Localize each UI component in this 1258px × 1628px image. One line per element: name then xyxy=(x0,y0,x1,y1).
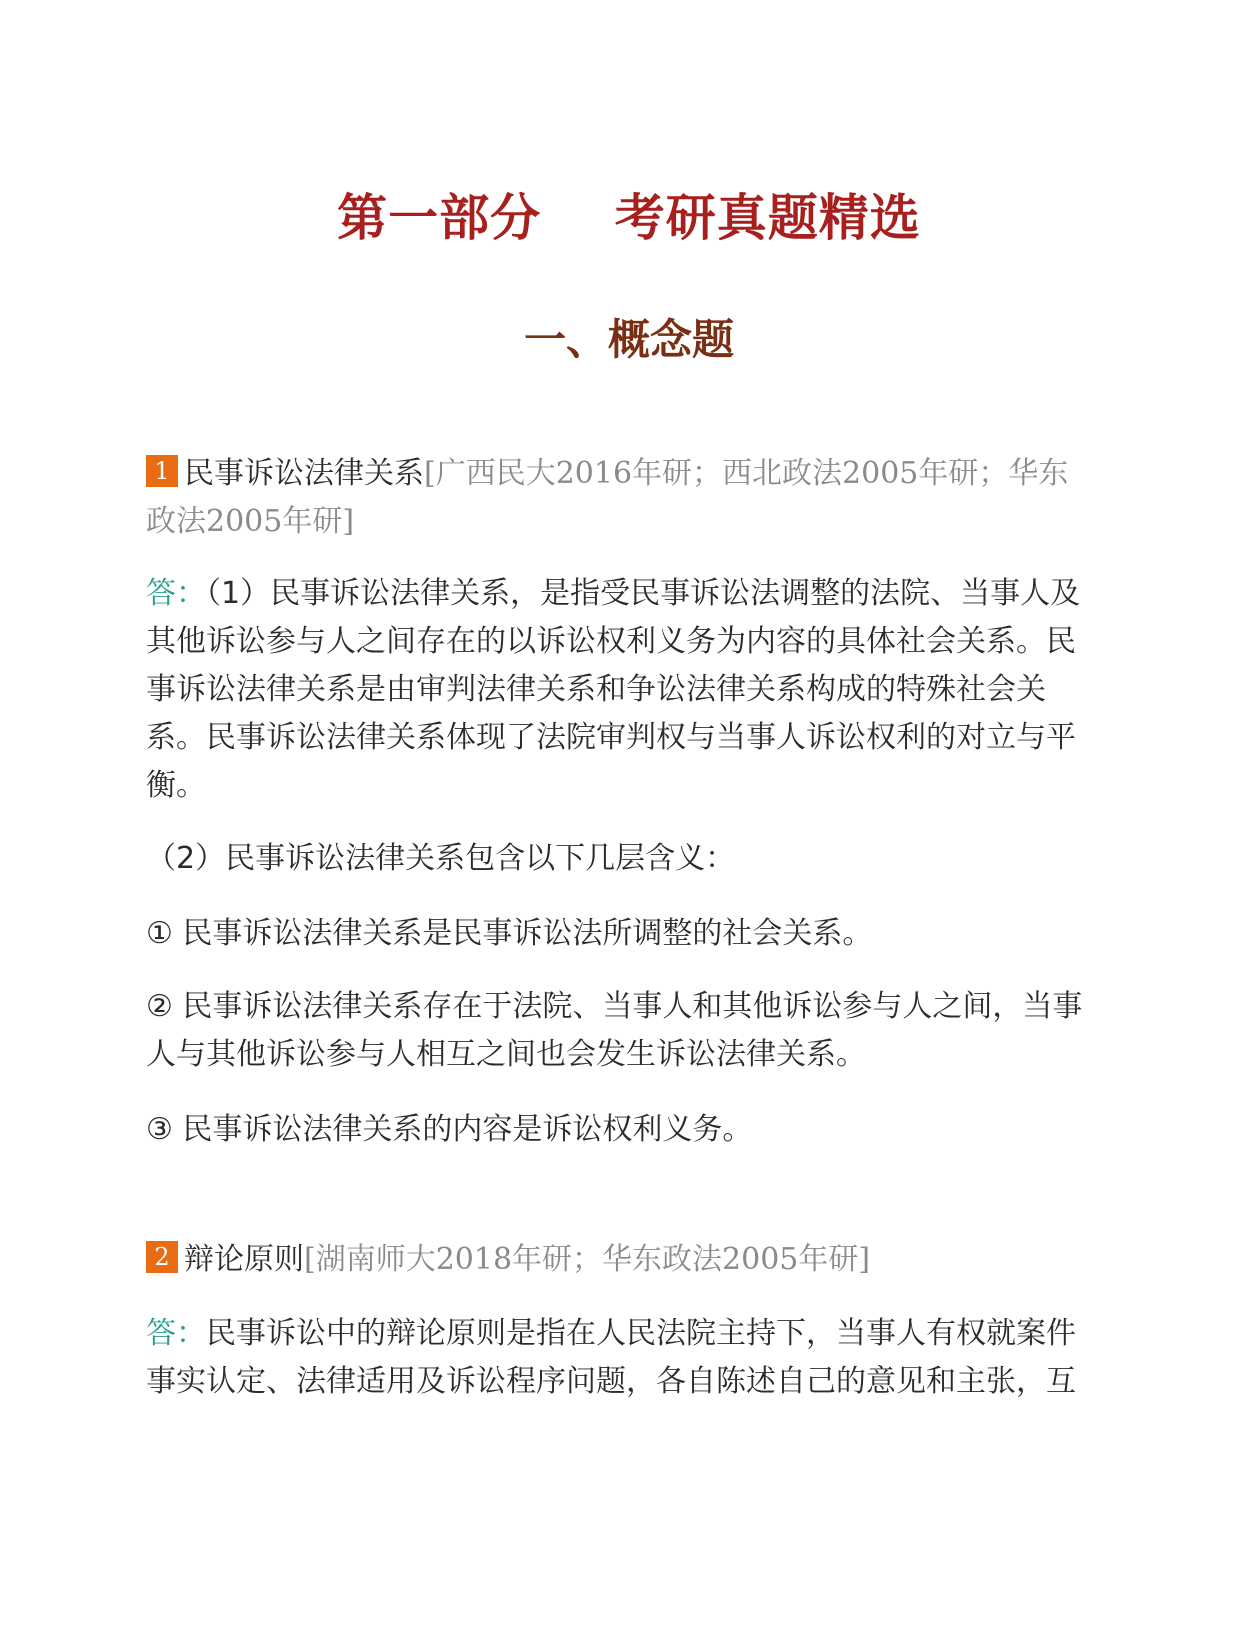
answer-label: 答： xyxy=(146,1316,206,1351)
question-title: 民事诉讼法律关系 xyxy=(184,456,424,491)
question-1-heading xyxy=(146,450,1096,546)
answer-2-intro xyxy=(146,1310,1096,1406)
part-title: 第一部分 考研真题精选 xyxy=(337,189,921,247)
answer-1-sub-heading xyxy=(146,835,1096,883)
section-title: 一、概念题 xyxy=(523,315,734,364)
answer-text: 民事诉讼中的辩论原则是指在人民法院主持下，当事人有权就案件事实认定、法律适用及诉讼程序问题，各自陈述自己的意见和主张，互 xyxy=(146,1316,1076,1399)
answer-1-point-2 xyxy=(146,983,1096,1079)
answer-point: ② 民事诉讼法律关系存在于法院、当事人和其他诉讼参与人之间，当事人与其他诉讼参与人相互之间也会发生诉讼法律关系。 xyxy=(146,989,1083,1072)
answer-text: （1）民事诉讼法律关系，是指受民事诉讼法调整的法院、当事人及其他诉讼参与人之间存在的以诉讼权利义务为内容的具体社会关系。民事诉讼法律关系是由审判法律关系和争讼法律关系构成的特殊社会关系。民事诉讼法律关系体现了法院审判权与当事人诉讼权利的对立与平衡。 xyxy=(146,576,1081,803)
question-2-heading xyxy=(146,1236,1096,1284)
question-source: [广西民大2016年研；西北政法2005年研；华东政法2005年研] xyxy=(146,456,1069,539)
answer-label: 答： xyxy=(146,576,206,611)
answer-1-intro xyxy=(146,570,1096,810)
question-source: [湖南师大2018年研；华东政法2005年研] xyxy=(304,1242,871,1277)
question-title: 辩论原则 xyxy=(184,1242,304,1277)
question-number-badge: 1 xyxy=(146,455,178,487)
answer-point: ③ 民事诉讼法律关系的内容是诉讼权利义务。 xyxy=(146,1112,753,1147)
answer-point: ① 民事诉讼法律关系是民事诉讼法所调整的社会关系。 xyxy=(146,916,873,951)
answer-1-point-3 xyxy=(146,1106,1096,1154)
question-number-badge: 2 xyxy=(146,1241,178,1273)
answer-sub-heading-text: （2）民事诉讼法律关系包含以下几层含义： xyxy=(146,841,736,876)
answer-1-point-1 xyxy=(146,910,1096,958)
